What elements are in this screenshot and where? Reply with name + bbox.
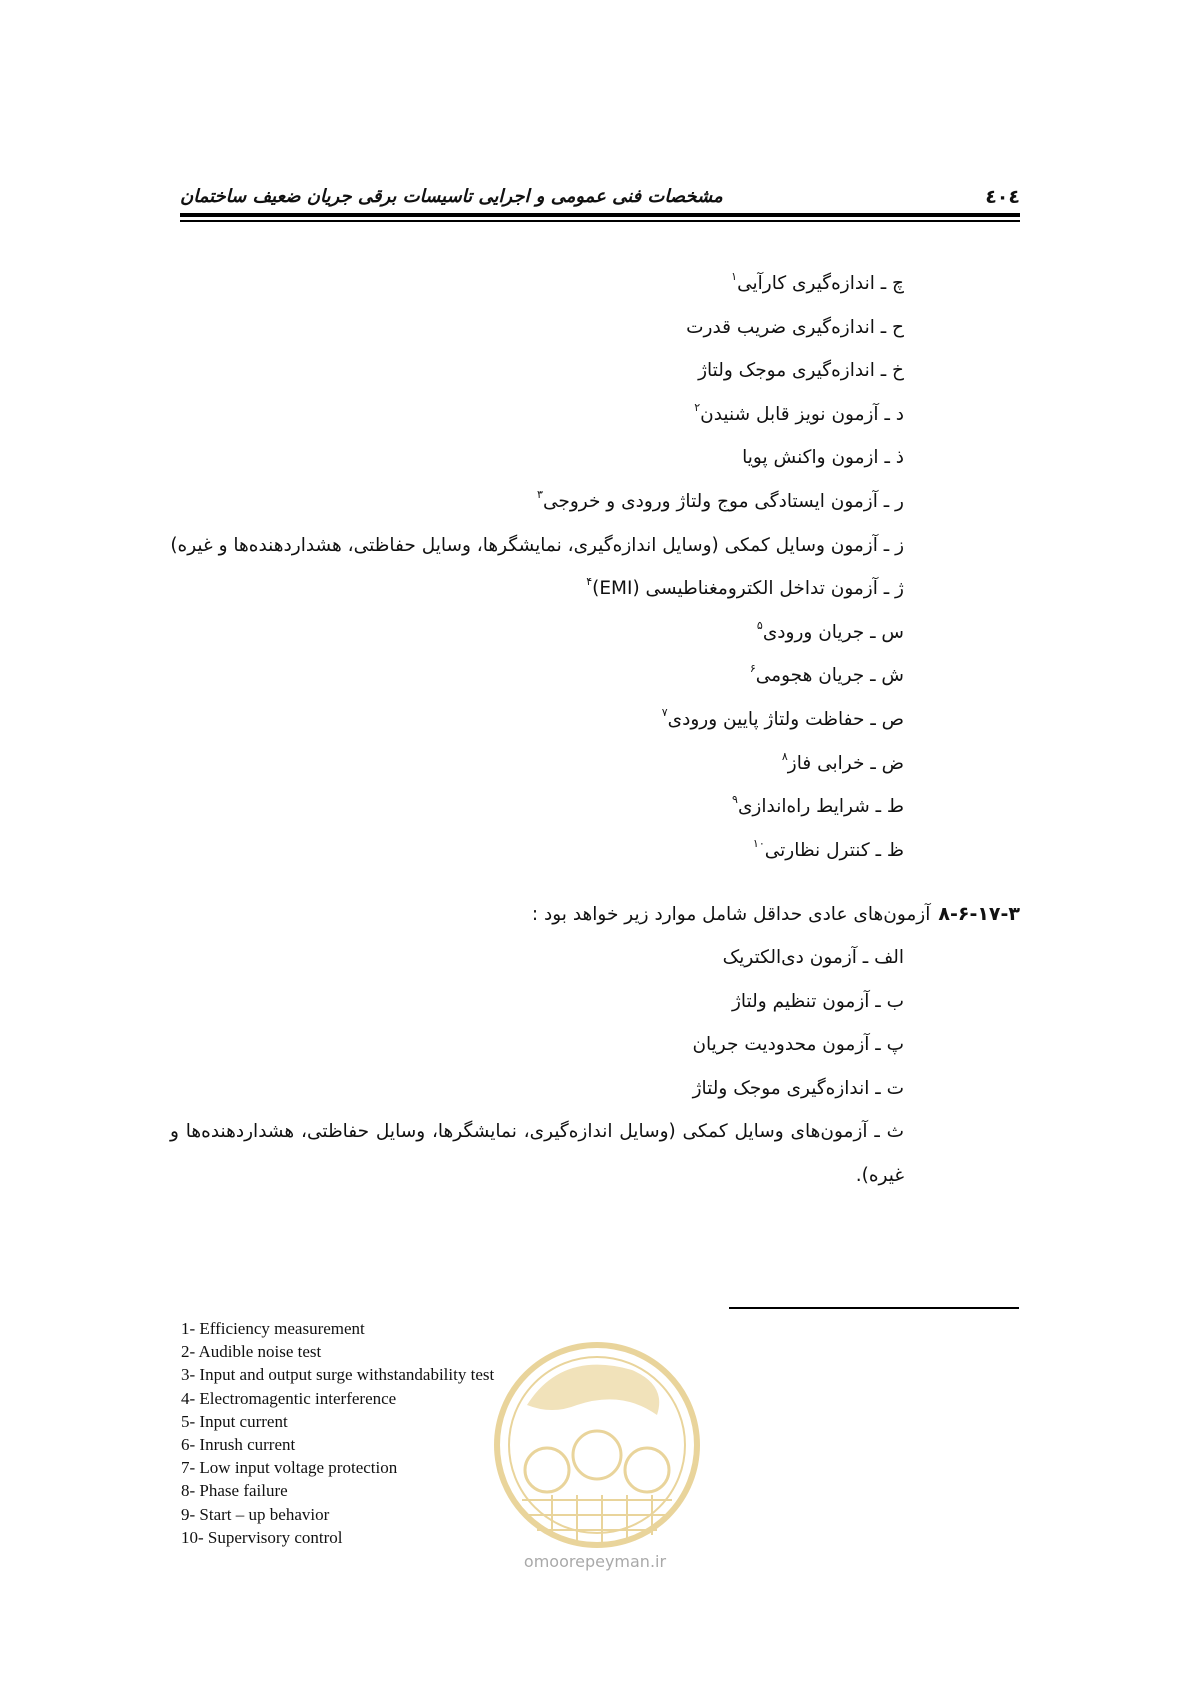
header-rule-thin	[180, 220, 1020, 222]
list-item: س ـ جریان ورودی$^۵$	[756, 618, 904, 643]
list-item: خ ـ اندازه‌گیری موجک ولتاژ	[698, 360, 904, 382]
section-heading	[180, 892, 1020, 937]
footnote: 2- Audible noise test	[181, 1342, 322, 1362]
routine-test-list	[164, 936, 904, 1198]
footnote: 7- Low input voltage protection	[181, 1458, 398, 1478]
footnote: 3- Input and output surge withstandability test	[181, 1365, 495, 1385]
list-item: ط ـ شرایط راه‌اندازی$^۹$	[732, 793, 904, 818]
footnote: 10- Supervisory control	[181, 1527, 343, 1547]
list-item: ح ـ اندازه‌گیری ضریب قدرت	[686, 316, 904, 338]
footnote: 4- Electromagentic interference	[181, 1388, 397, 1408]
list-item: الف ـ آزمون دی‌الکتریک	[722, 947, 904, 968]
footnotes	[181, 1317, 494, 1549]
omoorepeyman-logo-icon	[482, 1330, 712, 1575]
list-item: ذ ـ ازمون واکنش پویا	[742, 447, 904, 469]
list-item: ض ـ خرابی فاز$^۸$	[781, 749, 904, 774]
list-item: ت ـ اندازه‌گیری موجک ولتاژ	[692, 1077, 904, 1099]
list-item: ظ ـ کنترل نظارتی$^{۱۰}$	[752, 836, 904, 861]
footnote-rule	[729, 1307, 1019, 1309]
running-title: مشخصات فنی عمومی و اجرایی تاسیسات برقی جریان ضعیف ساختمان	[180, 186, 723, 207]
list-item: چ ـ اندازه‌گیری کارآیی$^۱$	[731, 270, 904, 294]
list-item: ر ـ آزمون ایستادگی موج ولتاژ ورودی و خروجی$^۳$	[537, 488, 904, 512]
footnote: 6- Inrush current	[181, 1435, 296, 1455]
footnote: 5- Input current	[181, 1411, 288, 1431]
list-item: ب ـ آزمون تنظیم ولتاژ	[731, 990, 904, 1012]
section-number: ۸-۶-۱۷-۳	[938, 903, 1020, 925]
watermark-url: omoorepeyman.ir	[523, 1552, 667, 1571]
footnote: 9- Start – up behavior	[181, 1504, 330, 1524]
list-item: ص ـ حفاظت ولتاژ پایین ورودی$^۷$	[661, 706, 904, 730]
test-list-continued	[164, 262, 904, 872]
footnote: 1- Efficiency measurement	[181, 1319, 365, 1338]
list-item: د ـ آزمون نویز قابل شنیدن$^۲$	[694, 400, 904, 425]
list-item: پ ـ آزمون محدودیت جریان	[692, 1034, 904, 1056]
header-rule-thick	[180, 213, 1020, 217]
list-item: ش ـ جریان هجومی$^۶$	[749, 662, 904, 687]
page-header	[180, 180, 1020, 216]
section-intro: آزمون‌های عادی حداقل شامل موارد زیر خواهد بود :	[531, 904, 931, 925]
page-number: ٤٠٤	[985, 186, 1020, 208]
footnote: 8- Phase failure	[181, 1481, 288, 1501]
list-item: ث ـ آزمون‌های وسایل کمکی (وسایل اندازه‌گیری، نمایشگرها، وسایل حفاظتی، هشداردهنده‌ها و غیره).	[170, 1121, 904, 1186]
list-item: ژ ـ آزمون تداخل الکترومغناطیسی (EMI)$^۴$	[586, 575, 904, 600]
list-item: ز ـ آزمون وسایل کمکی (وسایل اندازه‌گیری، نمایشگرها، وسایل حفاظتی، هشداردهنده‌ها و غیره)	[170, 534, 904, 556]
